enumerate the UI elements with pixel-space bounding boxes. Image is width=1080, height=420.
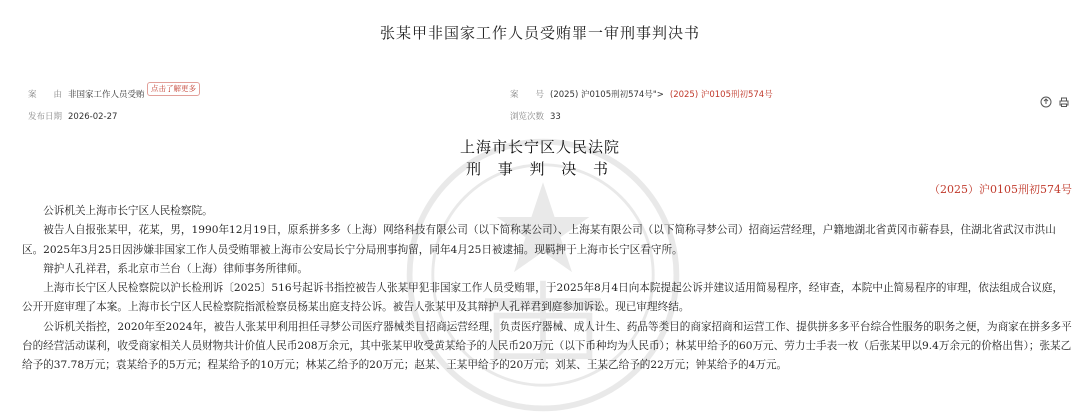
toolbar-icons [1040, 96, 1070, 108]
views-label: 浏览次数 [510, 112, 545, 122]
case-cause-label: 案 由 [28, 90, 63, 100]
publish-date-row [28, 110, 117, 122]
publish-date-label: 发布日期 [28, 112, 63, 122]
paragraph: 被告人自报张某甲，花某，男，1990年12月19日，原系拼多多（上海）网络科技有限公司（以下简称某公司）、上海某有限公司（以下简称寻梦公司）招商运营经理，户籍地湖北省黄冈市蕲春县，住湖北省武汉市洪山区。2025年3月25日因涉嫌非国家工作人员受贿罪被上海市公安局长宁分局刑事拘留，同年4月25日被逮捕。现羁押于上海市长宁区看守所。 [22, 224, 1056, 256]
print-icon[interactable] [1058, 96, 1070, 108]
views-row [510, 110, 561, 122]
court-name: 上海市长宁区人民法院 [459, 138, 620, 156]
case-cause-row [28, 88, 145, 100]
paragraph: 公诉机关上海市长宁区人民检察院。 [43, 205, 213, 217]
publish-date-value: 2026-02-27 [68, 112, 118, 122]
document-type: 刑 事 判 决 书 [465, 160, 615, 178]
judgment-body [22, 202, 1072, 376]
case-number-value: (2025) 沪0105刑初574号"> [550, 90, 664, 100]
paragraph: 上海市长宁区人民检察院以沪长检刑诉〔2025〕516号起诉书指控被告人张某甲犯非国家工作人员受贿罪，于2025年8月4日向本院提起公诉并建议适用简易程序，经审查，本院中止简易程序的审理，依法组成合议庭，公开开庭审理了本案。上海市长宁区人民检察院指派检察员杨某出庭支持公诉。被告人张某甲及其辩护人孔祥君到庭参加诉讼。现已审理终结。 [22, 282, 1064, 314]
page-title: 张某甲非国家工作人员受贿罪一审刑事判决书 [379, 24, 700, 42]
case-cause-value: 非国家工作人员受贿 [68, 90, 145, 100]
paragraph: 辩护人孔祥君，系北京市兰台（上海）律师事务所律师。 [43, 262, 309, 275]
upload-icon[interactable] [1040, 96, 1052, 108]
document-case-number: （2025）沪0105刑初574号 [929, 183, 1072, 196]
views-value: 33 [550, 112, 561, 122]
case-number-red: (2025) 沪0105刑初574号 [669, 90, 773, 100]
paragraph: 公诉机关指控，2020年至2024年，被告人张某甲利用担任寻梦公司医疗器械类目招商运营经理，负责医疗器械、成人计生、药品等类目的商家招商和运营工作、提供拼多多平台综合性服务的职务之便，为商家在拼多多平台的经营活动谋利，收受商家相关人员财物共计价值人民币208万余元，其中张某甲收受黄某给予的人民币20万元（以下币种均为人民币）；林某甲给予的60万元、劳力士手表一枚（后张某甲以9.4万余元的价格出售）；张某乙给予的37.78万元；袁某给予的5万元；程某给予的10万元；林某乙给予的20万元；赵某、王某甲给予的20万元；刘某、王某乙给予的22万元；钟某给予的4万元。 [22, 320, 1072, 372]
learn-more-link[interactable]: 点击了解更多 [147, 82, 200, 96]
case-number-label: 案 号 [510, 90, 545, 100]
case-number-row [510, 88, 773, 100]
